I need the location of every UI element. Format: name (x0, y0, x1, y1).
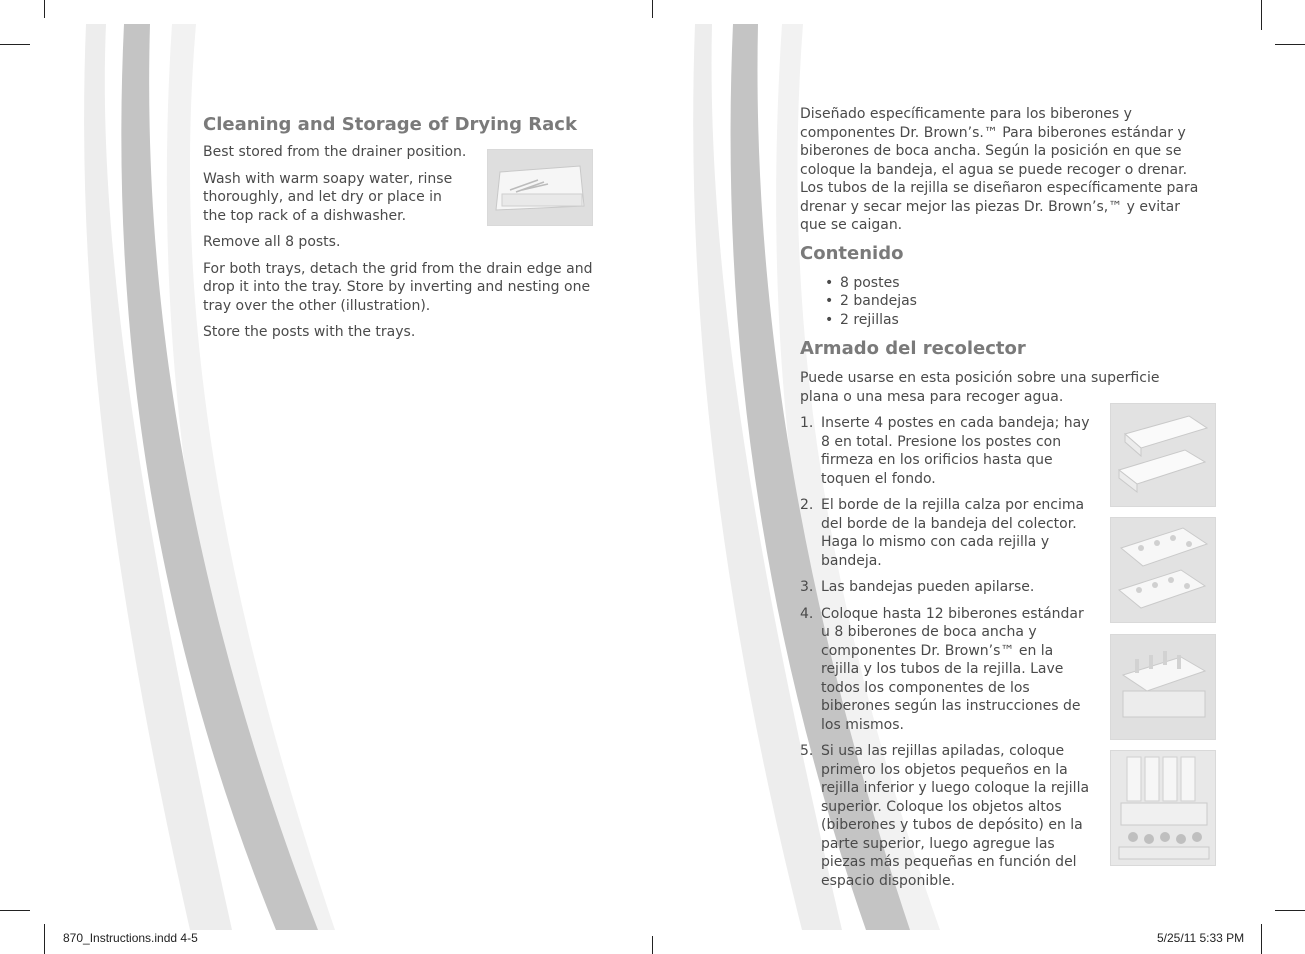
list-item (825, 274, 1210, 293)
list-item (800, 496, 1095, 570)
step-number: 1. (800, 415, 814, 431)
step-number: 2. (800, 497, 814, 513)
tray-illustration (488, 150, 592, 225)
step-text: Si usa las rejillas apiladas, coloque primero los objetos pequeños en la rejilla inferior y luego coloque la rejilla superior. Coloque los objetos altos (biberones y tubos de depósito) en la parte superior, luego agregue las piezas más pequeñas en función del espacio disponible. (821, 743, 1090, 889)
list-item (800, 742, 1095, 890)
paragraph: For both trays, detach the grid from the drain edge and drop it into the tray. Store by inverting and nesting one tray over the other (illustration). (203, 260, 593, 314)
stacked-illustration (1111, 635, 1215, 739)
list-item (825, 292, 1210, 311)
contents-list (825, 274, 1210, 330)
assembly-steps (800, 414, 1095, 890)
paragraph: Best stored from the drainer position. (203, 144, 467, 160)
step-number: 3. (800, 579, 814, 595)
intro-paragraph (800, 105, 1210, 235)
paragraph: Store the posts with the trays. (203, 324, 416, 340)
trays-illustration (1111, 404, 1215, 506)
cleaning-heading: Cleaning and Storage of Drying Rack (203, 114, 577, 135)
intro-text: Diseñado específicamente para los biberones y componentes Dr. Brown’s.™ Para biberones estándar y biberones de boca ancha. Según la posición en que se coloque la bandeja, el agua se puede recoger o drenar. Los tubos de la rejilla se diseñaron específicamente para drenar y secar mejor las piezas Dr. Brown’s,™ y evitar que se caigan. (800, 106, 1199, 233)
trays-with-posts-photo (1110, 403, 1216, 507)
loaded-rack-illustration (1111, 751, 1215, 865)
list-item (825, 311, 1210, 330)
date-slug: 5/25/11 5:33 PM (1157, 931, 1245, 945)
list-item (800, 414, 1095, 488)
step-number: 5. (800, 743, 814, 759)
assembly-heading: Armado del recolector (800, 338, 1026, 359)
list-item-text: 2 rejillas (840, 311, 899, 328)
stacked-trays-photo (1110, 634, 1216, 740)
loaded-rack-photo (1110, 750, 1216, 866)
step-text: El borde de la rejilla calza por encima del borde de la bandeja del colector. Haga lo mismo con cada rejilla y bandeja. (821, 497, 1085, 569)
stored-tray-photo (487, 149, 593, 226)
step-text: Inserte 4 postes en cada bandeja; hay 8 en total. Presione los postes con firmeza en los orificios hasta que toquen el fondo. (821, 415, 1090, 487)
paragraph: Remove all 8 posts. (203, 234, 341, 250)
assembly-intro: Puede usarse en esta posición sobre una superficie plana o una mesa para recoger agua. (800, 370, 1160, 405)
racks-on-trays-photo (1110, 517, 1216, 623)
list-item-text: 2 bandejas (840, 293, 917, 309)
bullet-icon: • (825, 274, 834, 291)
step-number: 4. (800, 605, 814, 622)
contents-heading: Contenido (800, 242, 904, 264)
step-text: Coloque hasta 12 biberones estándar u 8 biberones de boca ancha y componentes Dr. Brown’s™ en la rejilla y los tubos de la rejilla. Lave todos los componentes de los biberones según las instrucciones de los mismos. (821, 605, 1084, 733)
racks-illustration (1111, 518, 1215, 622)
bullet-icon: • (825, 311, 834, 328)
paragraph: Wash with warm soapy water, rinse thoroughly, and let dry or place in the top rack of a dishwasher. (203, 170, 453, 224)
bullet-icon: • (825, 293, 834, 309)
list-item (800, 605, 1095, 735)
list-item-text: 8 postes (840, 274, 900, 291)
step-text: Las bandejas pueden apilarse. (821, 579, 1035, 595)
list-item (800, 578, 1095, 597)
file-slug: 870_Instructions.indd 4-5 (63, 931, 198, 945)
